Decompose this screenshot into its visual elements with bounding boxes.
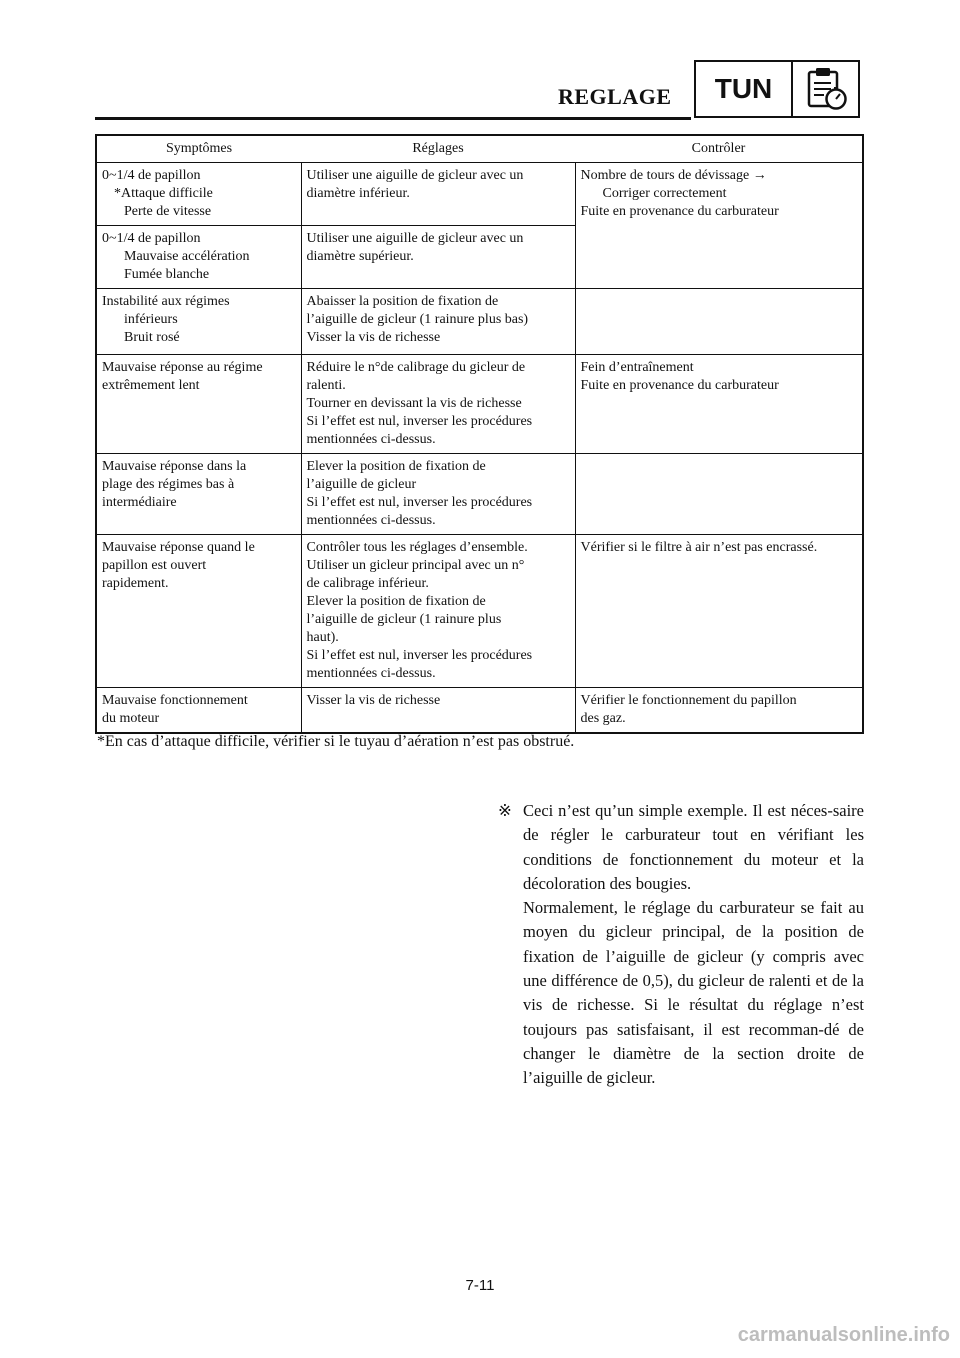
cell-line: Visser la vis de richesse [306,330,441,345]
cell-line: Abaisser la position de fixation de [306,294,499,309]
cell-line: Réduire le n°de calibrage du gicleur de [306,360,526,375]
cell-line: Bruit rosé [124,330,180,345]
carburetor-troubleshooting-table [95,134,864,734]
cell-line: Visser la vis de richesse [306,693,441,708]
symptom-cell [96,688,301,734]
note-paragraph: Normalement, le réglage du carburateur se fait au moyen du gicleur principal, de la position de fixation de l’aiguille de gicleur (y compris avec une différence de 0,5), du gicleur de ralenti et de la vis de richesse. Si le résultat du réglage n’est toujours pas satisfaisant, il est recomman-dé de changer le diamètre de la section droite de l’aiguille de gicleur. [523,898,864,1088]
cell-line: Perte de vitesse [124,204,212,219]
check-cell [575,688,863,734]
check-cell [575,355,863,454]
note-body [523,799,864,1091]
page-number: 7-11 [465,1277,495,1294]
watermark: carmanualsonline.info [737,1324,950,1346]
symptom-cell [96,535,301,688]
cell-line: ralenti. [306,378,346,393]
symptom-cell [96,355,301,454]
symptom-cell [96,226,301,289]
cell-line: Elever la position de fixation de [306,594,486,609]
cell-line: Si l’effet est nul, inverser les procédures [306,648,533,663]
check-cell [575,289,863,355]
cell-line: diamètre supérieur. [306,249,414,264]
cell-line: Mauvaise réponse dans la [102,459,247,474]
column-header-adjustments: Réglages [301,135,575,163]
cell-line: l’aiguille de gicleur (1 rainure plus bas) [306,312,529,327]
cell-line: diamètre inférieur. [306,186,410,201]
adjust-cell [301,226,575,289]
cell-line: 0~1/4 de papillon [102,168,201,183]
cell-line: 0~1/4 de papillon [102,231,201,246]
cell-line: Fuite en provenance du carburateur [580,378,779,393]
cell-line: Nombre de tours de dévissage → [580,168,767,183]
column-header-check: Contrôler [575,135,863,163]
cell-line: Vérifier si le filtre à air n’est pas encrassé. [580,540,818,555]
table-row [96,163,863,226]
cell-line: plage des régimes bas à [102,477,235,492]
cell-line: Fein d’entraînement [580,360,694,375]
adjust-cell [301,535,575,688]
header-rule [95,117,691,120]
section-badge [694,60,860,118]
cell-line: *Attaque difficile [114,186,213,201]
table-row [96,355,863,454]
cell-line: Mauvaise fonctionnement [102,693,248,708]
cell-line: mentionnées ci-dessus. [306,432,436,447]
clipboard-stopwatch-icon [793,62,858,116]
cell-line: Fumée blanche [124,267,210,282]
cell-line: l’aiguille de gicleur (1 rainure plus [306,612,502,627]
footnote: *En cas d’attaque difficile, vérifier si le tuyau d’aération n’est pas obstrué. [97,733,575,750]
cell-line: rapidement. [102,576,169,591]
symptom-cell [96,163,301,226]
cell-line: mentionnées ci-dessus. [306,666,436,681]
cell-line: Elever la position de fixation de [306,459,486,474]
cell-line: papillon est ouvert [102,558,207,573]
cell-line: de calibrage inférieur. [306,576,429,591]
cell-line: l’aiguille de gicleur [306,477,417,492]
cell-line: Utiliser un gicleur principal avec un n° [306,558,525,573]
symptom-cell [96,289,301,355]
cell-line: Utiliser une aiguille de gicleur avec un [306,168,524,183]
reference-mark-icon: ※ [498,801,512,820]
adjust-cell [301,454,575,535]
cell-line: Corriger correctement [602,186,727,201]
adjust-cell [301,163,575,226]
adjust-cell [301,355,575,454]
page-title: REGLAGE [558,84,672,109]
cell-line: Instabilité aux régimes [102,294,230,309]
table-header-row [96,135,863,163]
cell-line: haut). [306,630,339,645]
cell-line: Fuite en provenance du carburateur [580,204,779,219]
cell-line: Mauvaise réponse au régime [102,360,263,375]
table-row [96,454,863,535]
column-header-symptoms: Symptômes [96,135,301,163]
cell-line: Utiliser une aiguille de gicleur avec un [306,231,524,246]
cell-line: du moteur [102,711,160,726]
table-row [96,535,863,688]
note-block [498,799,864,1091]
adjust-cell [301,289,575,355]
cell-line: inférieurs [124,312,178,327]
note-paragraph: Ceci n’est qu’un simple exemple. Il est néces-saire de régler le carburateur tout en vérifiant les conditions de fonctionnement du moteur et la décoloration des bougies. [523,801,864,893]
cell-line: Si l’effet est nul, inverser les procédures [306,414,533,429]
table-row [96,289,863,355]
adjust-cell [301,688,575,734]
cell-line: Si l’effet est nul, inverser les procédures [306,495,533,510]
cell-line: Mauvaise réponse quand le [102,540,255,555]
cell-line: Contrôler tous les réglages d’ensemble. [306,540,528,555]
table-row [96,688,863,734]
symptom-cell [96,454,301,535]
cell-line: Mauvaise accélération [124,249,250,264]
cell-line: extrêmement lent [102,378,200,393]
check-cell [575,454,863,535]
cell-line: intermédiaire [102,495,177,510]
cell-line: mentionnées ci-dessus. [306,513,436,528]
badge-label: TUN [696,62,793,116]
cell-line: des gaz. [580,711,626,726]
cell-line: Tourner en devissant la vis de richesse [306,396,522,411]
check-cell [575,535,863,688]
check-cell [575,163,863,289]
cell-line: Vérifier le fonctionnement du papillon [580,693,797,708]
